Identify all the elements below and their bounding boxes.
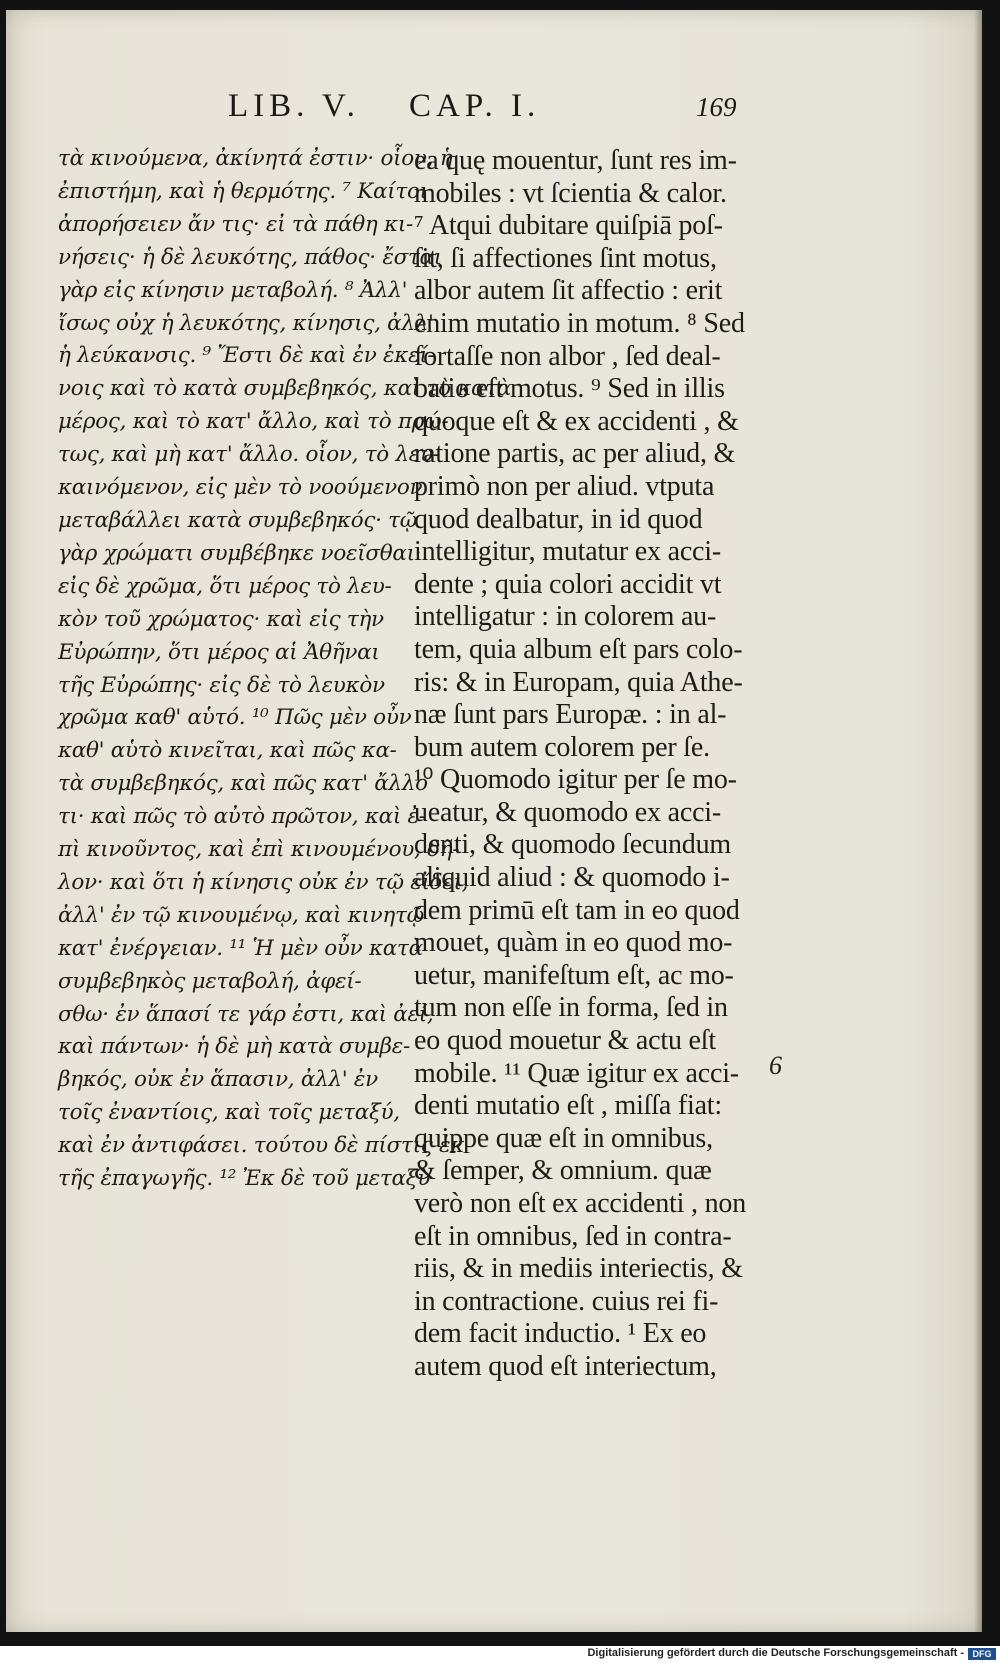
- greek-text-line: γὰρ εἰς κίνησιν μεταβολή. ⁸ Ἀλλ': [58, 277, 408, 303]
- footer-bar: [0, 1646, 1000, 1663]
- latin-text-line: batio eſt motus. ⁹ Sed in illis: [414, 373, 725, 405]
- greek-text-line: ἡ λεύκανσις. ⁹ Ἔστι δὲ καὶ ἐν ἐκεί-: [58, 343, 435, 369]
- latin-text-line: ueatur, & quomodo ex acci-: [414, 796, 722, 828]
- greek-text-line: γὰρ χρώματι συμβέβηκε νοεῖσθαι·: [58, 540, 422, 566]
- greek-text-line: καὶ ἐν ἀντιφάσει. τούτου δὲ πίστις ἐκ: [58, 1133, 465, 1159]
- greek-text-line: Εὐρώπην, ὅτι μέρος αἱ Ἀθῆναι: [58, 639, 380, 665]
- running-head: [6, 88, 982, 128]
- marginal-note: 6: [769, 1051, 782, 1080]
- greek-text-line: κατ' ἐνέργειαν. ¹¹ Ἡ μὲν οὖν κατὰ: [58, 935, 423, 961]
- latin-text-line: enim mutatio in motum. ⁸ Sed: [414, 307, 745, 339]
- latin-text-line: quoque eſt & ex accidenti , &: [414, 405, 739, 437]
- latin-text-line: denti mutatio eſt , miſſa fiat:: [414, 1090, 722, 1122]
- latin-text-line: albor autem ſit affectio : erit: [414, 275, 723, 307]
- latin-text-line: dente ; quia colori accidit vt: [414, 568, 722, 600]
- greek-text-line: καινόμενον, εἰς μὲν τὸ νοούμενον: [58, 475, 423, 501]
- greek-text-line: λον· καὶ ὅτι ἡ κίνησις οὐκ ἐν τῷ εἴδει,: [58, 869, 469, 895]
- latin-text-line: eſt in omnibus, ſed in contra-: [414, 1220, 732, 1252]
- latin-text-line: & ſemper, & omnium. quæ: [414, 1155, 712, 1187]
- running-head-book: LIB. V.: [228, 88, 360, 124]
- greek-text-line: εἰς δὲ χρῶμα, ὅτι μέρος τὸ λευ-: [58, 573, 392, 599]
- latin-text-line: intelligitur, mutatur ex acci-: [414, 536, 721, 568]
- latin-text-line: autem quod eſt interiectum,: [414, 1350, 717, 1382]
- greek-text-line: τῆς Εὐρώπης· εἰς δὲ τὸ λευκὸν: [58, 672, 385, 698]
- latin-text-line: mouet, quàm in eo quod mo-: [414, 927, 733, 959]
- latin-text-line: aliquid aliud : & quomodo i-: [414, 862, 730, 894]
- funding-credit: Digitalisierung gefördert durch die Deutsche Forschungsgemeinschaft -: [587, 1647, 964, 1659]
- latin-text-line: tem, quia album eſt pars colo-: [414, 633, 743, 665]
- latin-text-line: riis, & in mediis interiectis, &: [414, 1253, 743, 1285]
- latin-text-line: fortaſſe non albor , ſed deal-: [414, 340, 721, 372]
- greek-text-line: μεταβάλλει κατὰ συμβεβηκός· τῷ: [58, 507, 417, 533]
- greek-text-line: καθ' αὑτὸ κινεῖται, καὶ πῶς κα-: [58, 738, 397, 764]
- page-edge: [974, 10, 982, 1632]
- page-number: 169: [696, 92, 737, 122]
- latin-text-line: verò non eſt ex accidenti , non: [414, 1188, 747, 1219]
- latin-text-line: eo quod mouetur & actu eſt: [414, 1025, 716, 1057]
- latin-text-line: uetur, manifeſtum eſt, ac mo-: [414, 959, 734, 991]
- greek-text-line: τως, καὶ μὴ κατ' ἄλλο. οἷον, τὸ λευ-: [58, 442, 440, 468]
- latin-text-line: ¹⁰ Quomodo igitur per ſe mo-: [414, 764, 737, 796]
- greek-text-line: χρῶμα καθ' αὑτό. ¹⁰ Πῶς μὲν οὖν: [58, 705, 412, 731]
- latin-text-line: quippe quæ eſt in omnibus,: [414, 1122, 713, 1154]
- greek-text-line: τὰ συμβεβηκός, καὶ πῶς κατ' ἄλλο: [58, 771, 428, 797]
- greek-text-line: τῆς ἐπαγωγῆς. ¹² Ἐκ δὲ τοῦ μεταξὺ: [58, 1166, 430, 1192]
- latin-text-line: ⁷ Atqui dubitare quiſpiā poſ-: [414, 210, 723, 242]
- latin-text-line: ris: & in Europam, quia Athe-: [414, 666, 743, 698]
- greek-text-line: ἐπιστήμη, καὶ ἡ θερμότης. ⁷ Καίτοι: [58, 178, 428, 204]
- latin-text-line: ratione partis, ac per aliud, &: [414, 438, 736, 470]
- greek-text-line: τι· καὶ πῶς τὸ αὐτὸ πρῶτον, καὶ ἐ-: [58, 804, 426, 830]
- greek-text-line: καὶ πάντων· ἡ δὲ μὴ κατὰ συμβε-: [58, 1034, 411, 1060]
- greek-text-line: βηκός, οὐκ ἐν ἅπασιν, ἀλλ' ἐν: [58, 1067, 378, 1093]
- book-page: [6, 10, 982, 1632]
- dfg-logo-icon: DFG: [968, 1648, 996, 1660]
- greek-text-line: σθω· ἐν ἅπασί τε γάρ ἐστι, καὶ ἀεί,: [58, 1001, 434, 1027]
- latin-text-line: tum non eſſe in forma, ſed in: [414, 992, 728, 1024]
- latin-text-line: intelligatur : in colorem au-: [414, 601, 717, 633]
- latin-text-line: mobiles : vt ſcientia & calor.: [414, 177, 727, 209]
- greek-text-line: ἀπορήσειεν ἄν τις· εἰ τὰ πάθη κι-: [58, 211, 413, 237]
- latin-text-line: bum autem colorem per ſe.: [414, 731, 710, 763]
- greek-text-line: τὰ κινούμενα, ἀκίνητά ἐστιν· οἷον, ἡ: [58, 146, 453, 171]
- greek-text-line: ἀλλ' ἐν τῷ κινουμένῳ, καὶ κινητῷ: [58, 902, 424, 928]
- latin-text-line: quod dealbatur, in id quod: [414, 503, 703, 535]
- latin-text-line: denti, & quomodo ſecundum: [414, 829, 731, 861]
- greek-text-line: συμβεβηκὸς μεταβολή, ἀφεί-: [58, 968, 362, 994]
- greek-text-line: πὶ κινοῦντος, καὶ ἐπὶ κινουμένου, δῆ-: [58, 837, 460, 863]
- greek-text-line: νήσεις· ἡ δὲ λευκότης, πάθος· ἔσται: [58, 244, 442, 270]
- greek-text-line: κὸν τοῦ χρώματος· καὶ εἰς τὴν: [58, 606, 384, 632]
- latin-text-line: mobile. ¹¹ Quæ igitur ex acci-: [414, 1057, 739, 1089]
- greek-text-line: μέρος, καὶ τὸ κατ' ἄλλο, καὶ τὸ πρώ-: [58, 409, 449, 435]
- latin-text-line: dem primū eſt tam in eo quod: [414, 894, 740, 926]
- greek-text-column: [58, 143, 512, 1196]
- greek-text-line: νοις καὶ τὸ κατὰ συμβεβηκός, καὶ τὸ κατὰ: [58, 376, 512, 402]
- latin-text-line: ſit, ſi affectiones ſint motus,: [414, 242, 717, 274]
- latin-text-line: primò non per aliud. vtputa: [414, 470, 715, 502]
- latin-text-column: [414, 145, 769, 1384]
- latin-text-line: ea quę mouentur, ſunt res im-: [414, 145, 737, 176]
- greek-text-line: ἴσως οὐχ ἡ λευκότης, κίνησις, ἀλλ': [58, 310, 434, 336]
- running-head-chapter: CAP. I.: [409, 88, 541, 124]
- latin-text-line: dem facit inductio. ¹ Ex eo: [414, 1318, 707, 1350]
- latin-text-line: næ ſunt pars Europæ. : in al-: [414, 699, 727, 731]
- greek-text-line: τοῖς ἐναντίοις, καὶ τοῖς μεταξύ,: [58, 1100, 400, 1126]
- latin-text-line: in contractione. cuius rei fi-: [414, 1285, 719, 1317]
